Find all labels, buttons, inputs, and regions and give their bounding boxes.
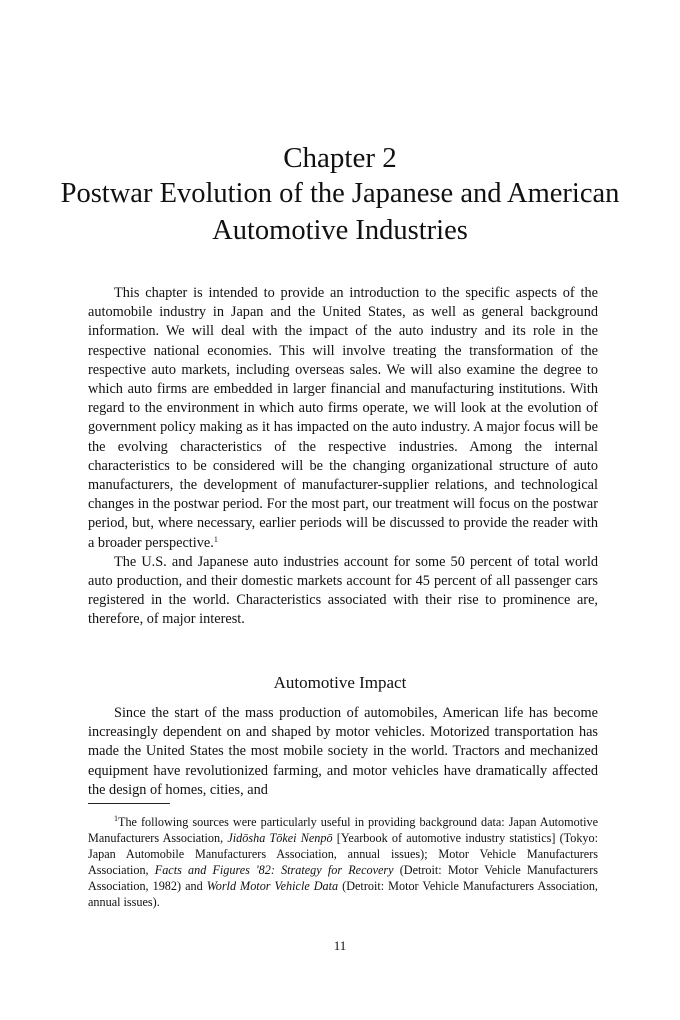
footnote-paragraph: [88, 814, 598, 910]
footnote-title-1: Jidōsha Tōkei Nenpō: [227, 831, 333, 845]
chapter-title: Postwar Evolution of the Japanese and American Automotive Industries: [60, 178, 620, 246]
footnote-reference: 1: [213, 534, 218, 544]
footnote-title-3: World Motor Vehicle Data: [206, 879, 339, 893]
intro-paragraph-2: The U.S. and Japanese auto industries account for some 50 percent of total world auto production, and their domestic markets account for 45 percent of all passenger cars registered in the world. Characteristics associated with their rise to prominence are, therefore, of major interest.: [88, 553, 598, 628]
footnote-divider: [88, 803, 170, 804]
section-heading: Automotive Impact: [273, 673, 407, 692]
impact-paragraph-1: Since the start of the mass production of automobiles, American life has become increasingly dependent on and shaped by motor vehicles. Motorized transportation has made the United States the most mobile society in the world. Tractors and mechanized equipment have revolutionized farming, and motor vehicles have dramatically affected the design of homes, cities, and: [88, 705, 598, 798]
footnote-text-2: [Yearbook of automotive industry statistics] (Tokyo: Japan Automobile Manufacturers Association, annual issues); Motor Vehicle Manufacturers Association,: [88, 831, 599, 877]
footnote-text-1: The following sources were particularly useful in providing background data: Japan Automotive Manufacturers Association,: [88, 815, 598, 845]
chapter-label: Chapter 2: [283, 142, 397, 174]
intro-paragraph-1-text: This chapter is intended to provide an introduction to the specific aspects of the automobile industry in Japan and the United States, as well as general background information. We will deal with the impact of the auto industry and its role in the respective national economies. This will involve treating the transformation of the respective auto markets, including overseas sales. We will also examine the degree to which auto firms are embedded in larger financial and manufacturing institutions. With regard to the environment in which auto firms operate, we will look at the evolution of government policy making as it has impacted on the auto industry. A major focus will be the evolving characteristics of the respective industries. Among the internal characteristics to be considered will be the changing organizational structure of auto manufacturers, the development of manufacturer-supplier relations, and technological changes in the postwar period. For the most part, our treatment will focus on the postwar period, but, where necessary, earlier periods will be discussed to provide the reader with a broader perspective.: [88, 285, 598, 551]
page-number: 11: [333, 938, 347, 953]
footnote-text-3: (Detroit: Motor Vehicle Manufacturers Association, 1982) and: [88, 863, 599, 893]
intro-section: [88, 284, 598, 630]
footnote-text-4: (Detroit: Motor Vehicle Manufacturers Association, annual issues).: [88, 879, 598, 909]
automotive-impact-section: [88, 704, 598, 800]
intro-paragraph-1: [88, 284, 598, 553]
footnote: [88, 814, 598, 910]
footnote-title-2: Facts and Figures '82: Strategy for Recovery: [154, 863, 394, 877]
footnote-marker: 1: [114, 814, 118, 823]
